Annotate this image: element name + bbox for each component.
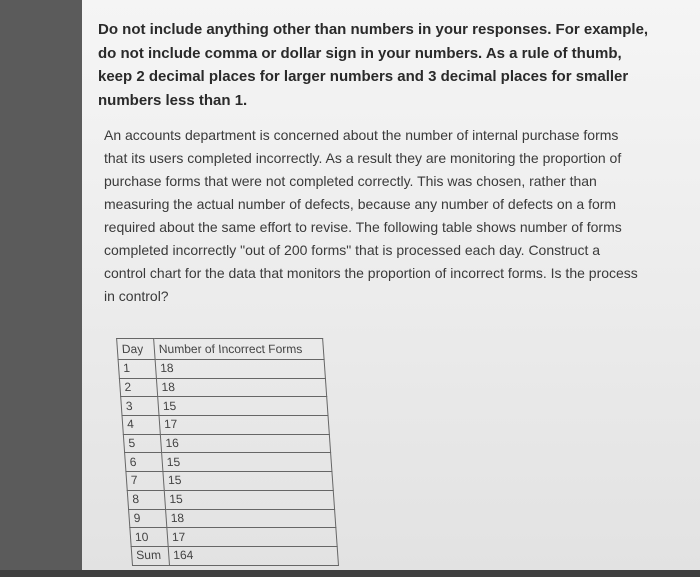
table-row <box>129 509 336 528</box>
count-cell: 15 <box>158 397 328 416</box>
header-incorrect-forms: Number of Incorrect Forms <box>154 339 324 360</box>
count-cell: 16 <box>160 434 330 453</box>
question-text: An accounts department is concerned about the number of internal purchase forms that its users completed incorrectly. As a result they are monitoring the proportion of purchase forms that were not completed correctly. This was chosen, rather than measuring the actual number of defects, because any number of defects on a form required about the same effort to revise. The following table shows number of forms completed incorrectly "out of 200 forms" that is processed each day. Construct a control chart for the data that monitors the proportion of incorrect forms. Is the process in control? <box>104 127 638 304</box>
count-cell: 18 <box>156 378 326 397</box>
header-day: Day <box>117 339 155 360</box>
bottom-edge <box>0 570 700 577</box>
count-cell: 18 <box>166 509 336 528</box>
day-cell: 9 <box>129 509 167 528</box>
table-row <box>126 472 333 491</box>
table-row <box>130 528 337 547</box>
table-row <box>127 490 334 509</box>
sum-value-cell: 164 <box>168 546 338 565</box>
table-row <box>123 434 330 453</box>
sum-label-cell: Sum <box>131 546 169 565</box>
day-cell: 8 <box>127 490 165 509</box>
day-cell: 2 <box>119 378 157 397</box>
defects-table <box>116 338 339 566</box>
count-cell: 17 <box>167 528 337 547</box>
table-sum-row <box>131 546 338 565</box>
table-row <box>125 453 332 472</box>
document-page <box>82 0 700 577</box>
table-header-row <box>117 339 324 360</box>
day-cell: 10 <box>130 528 168 547</box>
day-cell: 3 <box>121 397 159 416</box>
table-row <box>118 360 325 379</box>
day-cell: 6 <box>125 453 163 472</box>
day-cell: 5 <box>123 434 161 453</box>
day-cell: 4 <box>122 416 160 435</box>
table-row <box>119 378 326 397</box>
count-cell: 15 <box>163 472 333 491</box>
count-cell: 17 <box>159 416 329 435</box>
day-cell: 7 <box>126 472 164 491</box>
count-cell: 18 <box>155 360 325 379</box>
instructions-text: Do not include anything other than numbers in your responses. For example, do not include comma or dollar sign in your numbers. As a rule of thumb, keep 2 decimal places for larger numbers and 3 decimal places for smaller numbers less than 1. <box>98 21 649 109</box>
count-cell: 15 <box>164 490 334 509</box>
table-row <box>122 416 329 435</box>
day-cell: 1 <box>118 360 156 379</box>
table-row <box>121 397 328 416</box>
count-cell: 15 <box>162 453 332 472</box>
